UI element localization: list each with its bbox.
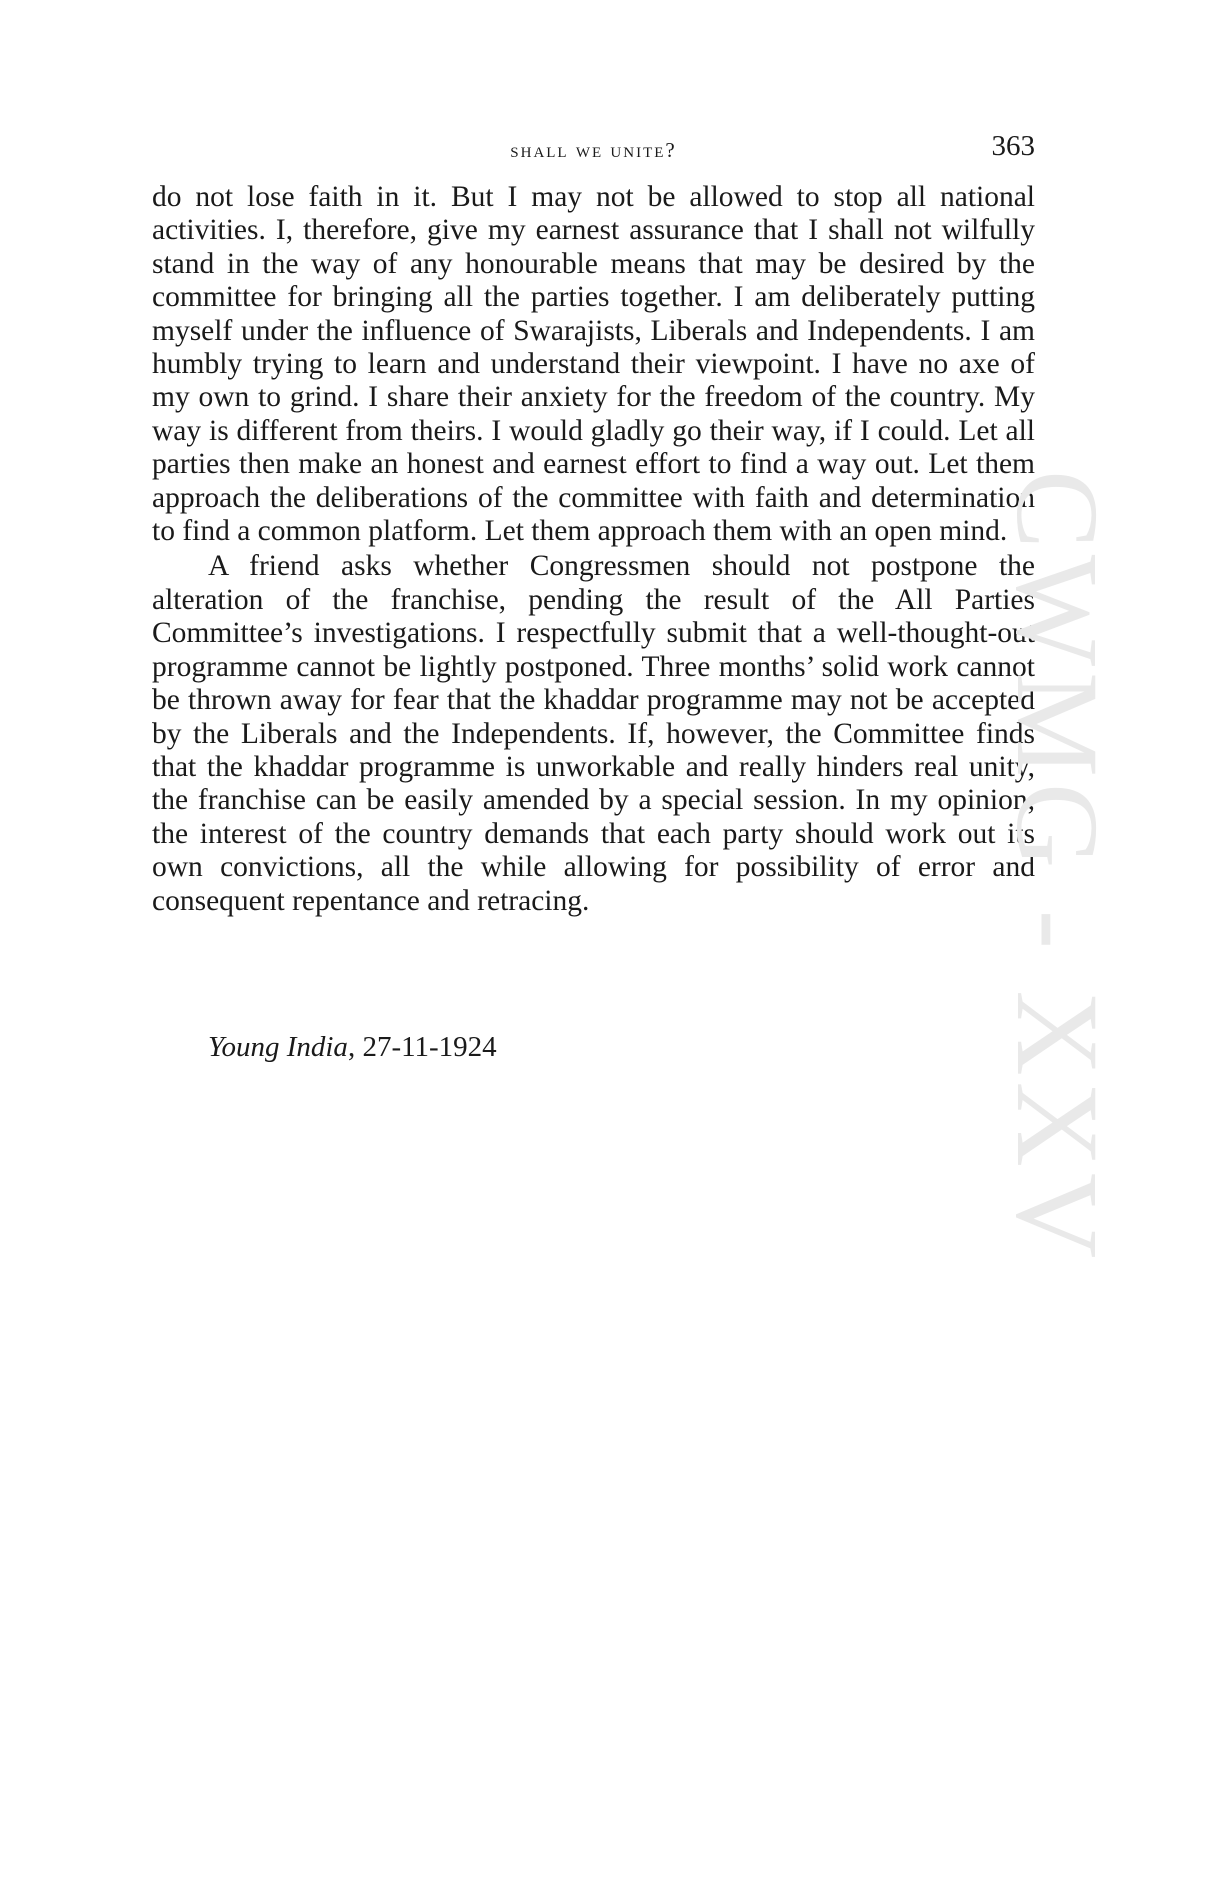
watermark-text: CWMG - XXV bbox=[992, 470, 1123, 1265]
paragraph-2: A friend asks whether Congressmen should not postpone the alteration of the franchise, pending the result of the All Parties Committee’s investigations. I respectfully submit that a well-thought-out programme cannot be lightly postponed. Three months’ solid work cannot be thrown away for fear that the khaddar programme may not be accepted by the Liberals and the Independents. If, however, the Committee finds that the khaddar programme is unworkable and really hinders real unity, the franchise can be easily amended by a special session. In my opinion, the interest of the country demands that each party should work out its own convictions, all the while allowing for possibility of error and consequent repentance and retracing. bbox=[152, 550, 1035, 917]
body-text bbox=[152, 181, 1035, 918]
running-title: shall we unite? bbox=[510, 138, 677, 162]
paragraph-1: do not lose faith in it. But I may not be allowed to stop all national activities. I, therefore, give my earnest assurance that I shall not wilfully stand in the way of any honourable means that may be desired by the committee for bringing all the parties together. I am deliberately putting myself under the influence of Swarajists, Liberals and Independents. I am humbly trying to learn and understand their viewpoint. I have no axe of my own to grind. I share their anxiety for the freedom of the country. My way is different from theirs. I would gladly go their way, if I could. Let all parties then make an honest and earnest effort to find a way out. Let them approach the deliberations of the committee with faith and determination to find a common platform. Let them approach them with an open mind. bbox=[152, 181, 1035, 548]
running-head bbox=[152, 130, 1035, 170]
page-number: 363 bbox=[991, 130, 1035, 162]
source-publication: Young India bbox=[208, 1031, 348, 1063]
source-citation bbox=[208, 1031, 497, 1064]
source-separator: , bbox=[347, 1031, 363, 1063]
source-date: 27-11-1924 bbox=[362, 1031, 497, 1063]
watermark bbox=[992, 470, 1135, 1430]
